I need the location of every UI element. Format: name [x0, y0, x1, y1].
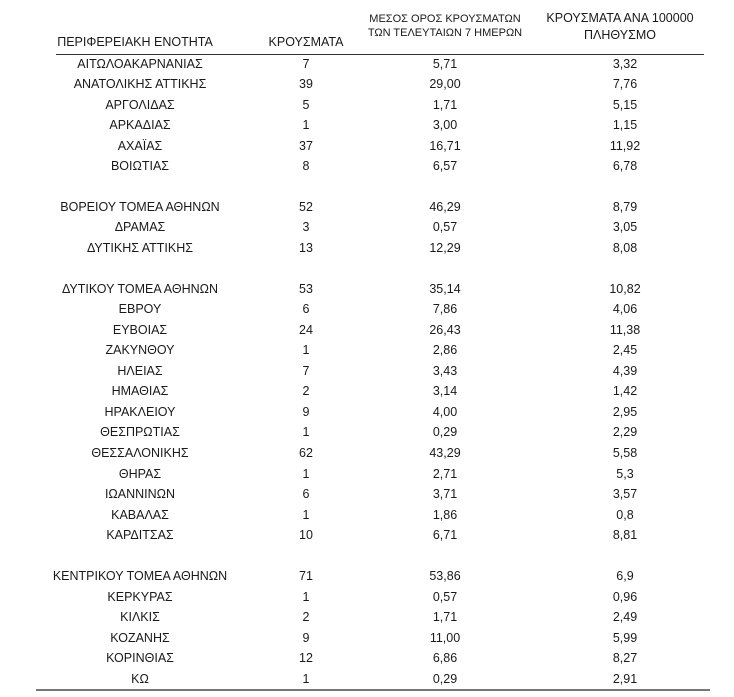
cases-cell: 5 [302, 98, 310, 112]
cases-cell: 71 [299, 569, 313, 583]
region-cell: ΚΕΡΚΥΡΑΣ [107, 590, 173, 604]
region-cell: ΔΡΑΜΑΣ [114, 220, 166, 234]
cases-cell: 3 [302, 220, 310, 234]
region-cell: ΗΜΑΘΙΑΣ [111, 384, 169, 398]
per100k-cell: 8,79 [612, 200, 638, 214]
per100k-cell: 0,8 [616, 508, 634, 522]
per100k-cell: 2,95 [612, 405, 638, 419]
per100k-cell: 4,06 [612, 302, 638, 316]
per100k-cell: 8,81 [612, 528, 638, 542]
table-row [0, 55, 734, 75]
per100k-cell: 8,08 [612, 241, 638, 255]
table-row [0, 608, 734, 628]
table-row [0, 506, 734, 526]
table-row [0, 629, 734, 649]
table-row [0, 341, 734, 361]
region-cell: ΘΗΡΑΣ [118, 467, 162, 481]
cases-cell: 8 [302, 159, 310, 173]
per100k-cell: 3,05 [612, 220, 638, 234]
cases-cell: 7 [302, 57, 310, 71]
header-cases: ΚΡΟΥΣΜΑΤΑ [268, 35, 344, 49]
per100k-cell: 3,32 [612, 57, 638, 71]
cases-cell: 1 [302, 118, 310, 132]
table-row [0, 321, 734, 341]
region-cell: ΚΑΒΑΛΑΣ [111, 508, 169, 522]
table-row [0, 239, 734, 259]
avg-cell: 6,86 [432, 651, 458, 665]
avg-cell: 16,71 [429, 139, 461, 153]
table-row [0, 423, 734, 443]
per100k-cell: 2,45 [612, 343, 638, 357]
region-cell: ΘΕΣΣΑΛΟΝΙΚΗΣ [91, 446, 189, 460]
avg-cell: 43,29 [429, 446, 461, 460]
region-cell: ΑΡΓΟΛΙΔΑΣ [105, 98, 175, 112]
table-row [0, 444, 734, 464]
cases-cell: 1 [302, 343, 310, 357]
avg-cell: 5,71 [432, 57, 458, 71]
table-row [0, 157, 734, 177]
region-cell: ΔΥΤΙΚΗΣ ΑΤΤΙΚΗΣ [87, 241, 193, 255]
avg-cell: 11,00 [429, 631, 461, 645]
avg-cell: 3,43 [432, 364, 458, 378]
cases-cell: 37 [299, 139, 313, 153]
avg-cell: 35,14 [429, 282, 461, 296]
cases-cell: 39 [299, 77, 313, 91]
avg-cell: 3,00 [432, 118, 458, 132]
cases-cell: 1 [302, 467, 310, 481]
per100k-cell: 7,76 [612, 77, 638, 91]
per100k-cell: 2,29 [612, 425, 638, 439]
region-cell: ΑΧΑΪΑΣ [117, 139, 163, 153]
avg-cell: 2,86 [432, 343, 458, 357]
cases-cell: 9 [302, 631, 310, 645]
per100k-cell: 11,38 [609, 323, 641, 337]
avg-cell: 0,29 [432, 672, 458, 686]
table-row [0, 280, 734, 300]
footer-divider [36, 689, 710, 691]
table-row [0, 198, 734, 218]
region-cell: ΒΟΡΕΙΟΥ ΤΟΜΕΑ ΑΘΗΝΩΝ [60, 200, 220, 214]
avg-cell: 0,57 [432, 220, 458, 234]
cases-cell: 9 [302, 405, 310, 419]
cases-cell: 1 [302, 590, 310, 604]
table-row [0, 670, 734, 690]
region-cell: ΒΟΙΩΤΙΑΣ [110, 159, 170, 173]
avg-cell: 6,57 [432, 159, 458, 173]
avg-cell: 2,71 [432, 467, 458, 481]
cases-cell: 7 [302, 364, 310, 378]
table-row [0, 300, 734, 320]
region-cell: ΚΕΝΤΡΙΚΟΥ ΤΟΜΕΑ ΑΘΗΝΩΝ [52, 569, 228, 583]
per100k-cell: 0,96 [612, 590, 638, 604]
cases-cell: 53 [299, 282, 313, 296]
region-cell: ΚΩ [131, 672, 149, 686]
cases-cell: 24 [299, 323, 313, 337]
per100k-cell: 10,82 [609, 282, 641, 296]
cases-cell: 1 [302, 508, 310, 522]
avg-cell: 1,86 [432, 508, 458, 522]
cases-cell: 6 [302, 302, 310, 316]
table-row [0, 588, 734, 608]
avg-cell: 26,43 [429, 323, 461, 337]
header-region: ΠΕΡΙΦΕΡΕΙΑΚΗ ΕΝΟΤΗΤΑ [57, 35, 213, 49]
avg-cell: 1,71 [432, 610, 458, 624]
table-row [0, 362, 734, 382]
region-cell: ΚΟΡΙΝΘΙΑΣ [106, 651, 174, 665]
header-avg-line1: ΜΕΣΟΣ ΟΡΟΣ ΚΡΟΥΣΜΑΤΩΝ [369, 13, 521, 25]
table-row [0, 96, 734, 116]
per100k-cell: 5,3 [616, 467, 634, 481]
avg-cell: 7,86 [432, 302, 458, 316]
cases-cell: 52 [299, 200, 313, 214]
region-cell: ΖΑΚΥΝΘΟΥ [105, 343, 175, 357]
per100k-cell: 5,58 [612, 446, 638, 460]
region-cell: ΕΥΒΟΙΑΣ [112, 323, 168, 337]
cases-cell: 10 [299, 528, 313, 542]
per100k-cell: 11,92 [609, 139, 641, 153]
region-cell: ΑΙΤΩΛΟΑΚΑΡΝΑΝΙΑΣ [77, 57, 203, 71]
table-row [0, 567, 734, 587]
cases-cell: 12 [299, 651, 313, 665]
per100k-cell: 4,39 [612, 364, 638, 378]
region-cell: ΘΕΣΠΡΩΤΙΑΣ [100, 425, 180, 439]
avg-cell: 46,29 [429, 200, 461, 214]
region-cell: ΗΛΕΙΑΣ [117, 364, 163, 378]
avg-cell: 6,71 [432, 528, 458, 542]
header-avg-line2: ΤΩΝ ΤΕΛΕΥΤΑΙΩΝ 7 ΗΜΕΡΩΝ [367, 27, 523, 39]
table-row [0, 526, 734, 546]
table-row [0, 218, 734, 238]
table-row [0, 137, 734, 157]
table-row [0, 116, 734, 136]
per100k-cell: 2,49 [612, 610, 638, 624]
cases-cell: 6 [302, 487, 310, 501]
header-per-line1: ΚΡΟΥΣΜΑΤΑ ΑΝΑ 100000 [546, 11, 694, 25]
table-row [0, 649, 734, 669]
region-cell: ΕΒΡΟΥ [118, 302, 162, 316]
per100k-cell: 3,57 [612, 487, 638, 501]
region-cell: ΚΑΡΔΙΤΣΑΣ [106, 528, 174, 542]
per100k-cell: 1,15 [612, 118, 638, 132]
table-row [0, 403, 734, 423]
avg-cell: 53,86 [429, 569, 461, 583]
region-cell: ΚΟΖΑΝΗΣ [110, 631, 170, 645]
region-cell: ΗΡΑΚΛΕΙΟΥ [104, 405, 176, 419]
avg-cell: 3,71 [432, 487, 458, 501]
table-row [0, 485, 734, 505]
table-row [0, 465, 734, 485]
cases-cell: 2 [302, 384, 310, 398]
avg-cell: 3,14 [432, 384, 458, 398]
avg-cell: 12,29 [429, 241, 461, 255]
table-row [0, 75, 734, 95]
avg-cell: 0,57 [432, 590, 458, 604]
region-cell: ΔΥΤΙΚΟΥ ΤΟΜΕΑ ΑΘΗΝΩΝ [61, 282, 219, 296]
table-row [0, 382, 734, 402]
per100k-cell: 6,78 [612, 159, 638, 173]
per100k-cell: 5,15 [612, 98, 638, 112]
per100k-cell: 8,27 [612, 651, 638, 665]
avg-cell: 4,00 [432, 405, 458, 419]
region-cell: ΑΝΑΤΟΛΙΚΗΣ ΑΤΤΙΚΗΣ [73, 77, 207, 91]
per100k-cell: 2,91 [612, 672, 638, 686]
cases-cell: 1 [302, 672, 310, 686]
region-cell: ΑΡΚΑΔΙΑΣ [109, 118, 171, 132]
per100k-cell: 6,9 [616, 569, 634, 583]
cases-cell: 1 [302, 425, 310, 439]
per100k-cell: 1,42 [612, 384, 638, 398]
cases-cell: 2 [302, 610, 310, 624]
avg-cell: 1,71 [432, 98, 458, 112]
avg-cell: 29,00 [429, 77, 461, 91]
region-cell: ΙΩΑΝΝΙΝΩΝ [104, 487, 176, 501]
region-cell: ΚΙΛΚΙΣ [120, 610, 160, 624]
avg-cell: 0,29 [432, 425, 458, 439]
cases-cell: 62 [299, 446, 313, 460]
header-per-line2: ΠΛΗΘΥΣΜΟ [584, 28, 656, 42]
per100k-cell: 5,99 [612, 631, 638, 645]
cases-cell: 13 [299, 241, 313, 255]
